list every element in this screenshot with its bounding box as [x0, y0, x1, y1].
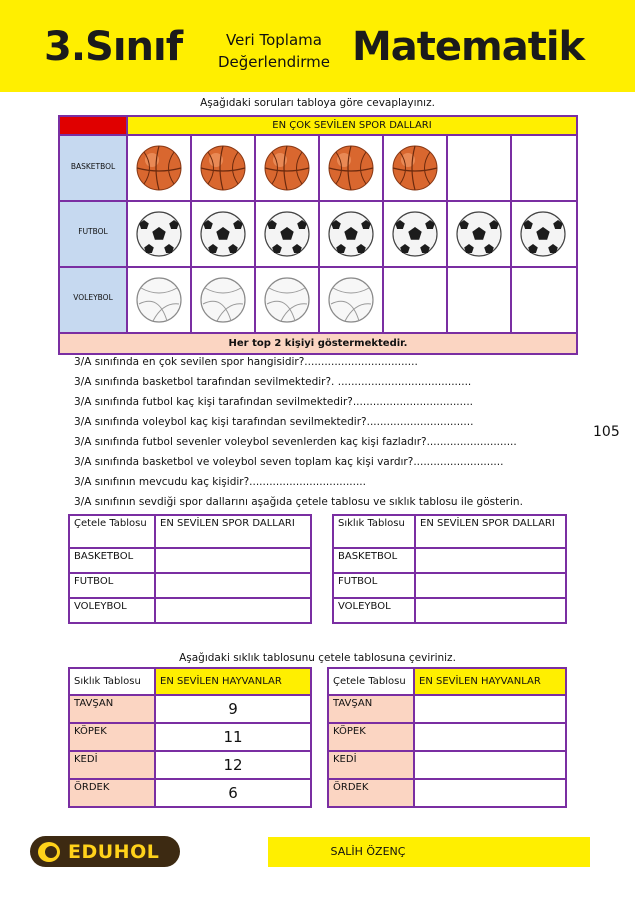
question-3: 3/A sınıfında futbol kaç kişi tarafından sevilmektedir?.................................... [74, 396, 473, 408]
answer-cell[interactable] [415, 573, 566, 598]
football-icon [457, 212, 501, 256]
table-row-label: KEDİ [328, 751, 414, 779]
value-cell: 9 [155, 695, 311, 723]
answer-cell[interactable] [414, 751, 566, 779]
ball-icons [58, 115, 578, 355]
football-icon [393, 212, 437, 256]
logo-text: EDUHOL [68, 841, 160, 863]
table-header: Çetele Tablosu [69, 515, 155, 548]
football-icon [201, 212, 245, 256]
question-8: 3/A sınıfının sevdiği spor dallarını aşağıda çetele tablosu ve sıklık tablosu ile gösterin. [74, 496, 523, 508]
table-row-label: ÖRDEK [328, 779, 414, 807]
subtitle-line1: Veri Toplama [226, 31, 322, 49]
table-row-label: BASKETBOL [69, 548, 155, 573]
logo-icon [36, 840, 62, 864]
basketball-icon [201, 146, 245, 190]
question-2: 3/A sınıfında basketbol tarafından sevilmektedir?. ........................................ [74, 376, 472, 388]
frequency-table-animals [68, 667, 312, 808]
table-row-label: ÖRDEK [69, 779, 155, 807]
value-cell: 12 [155, 751, 311, 779]
table-row-label: KÖPEK [328, 723, 414, 751]
page-number: 105 [593, 424, 620, 440]
row-label-football: FUTBOL [78, 227, 108, 236]
frequency-table-sports [332, 514, 567, 624]
answer-cell[interactable] [155, 573, 311, 598]
table-row-label: TAVŞAN [328, 695, 414, 723]
answer-cell[interactable] [155, 548, 311, 573]
table-row-label: KÖPEK [69, 723, 155, 751]
answer-cell[interactable] [415, 548, 566, 573]
table-row-label: VOLEYBOL [333, 598, 415, 623]
answer-cell[interactable] [414, 779, 566, 807]
table-row-label: VOLEYBOL [69, 598, 155, 623]
table-row-label: TAVŞAN [69, 695, 155, 723]
table-header: Sıklık Tablosu [69, 668, 155, 695]
table-title: EN SEVİLEN SPOR DALLARI [155, 515, 311, 548]
answer-cell[interactable] [155, 598, 311, 623]
answer-cell[interactable] [414, 723, 566, 751]
basketball-icon [329, 146, 373, 190]
question-6: 3/A sınıfında basketbol ve voleybol seven toplam kaç kişi vardır?........................... [74, 456, 504, 468]
instruction-2: Aşağıdaki sıklık tablosunu çetele tablosuna çeviriniz. [179, 652, 456, 664]
table-row-label: KEDİ [69, 751, 155, 779]
instruction-1: Aşağıdaki soruları tabloya göre cevaplayınız. [200, 97, 435, 109]
table-row-label: FUTBOL [333, 573, 415, 598]
value-cell: 6 [155, 779, 311, 807]
volleyball-icon [137, 278, 181, 322]
subtitle-line2: Değerlendirme [217, 53, 331, 71]
basketball-icon [137, 146, 181, 190]
table-header: Çetele Tablosu [328, 668, 414, 695]
answer-cell[interactable] [415, 598, 566, 623]
table-title: EN SEVİLEN SPOR DALLARI [415, 515, 566, 548]
football-icon [329, 212, 373, 256]
value-cell: 11 [155, 723, 311, 751]
answer-cell[interactable] [414, 695, 566, 723]
question-1: 3/A sınıfında en çok sevilen spor hangisidir?.................................. [74, 356, 418, 368]
subject-title: Matematik [352, 24, 585, 70]
volleyball-icon [265, 278, 309, 322]
volleyball-icon [201, 278, 245, 322]
football-icon [521, 212, 565, 256]
volleyball-icon [329, 278, 373, 322]
author-name: SALİH ÖZENÇ [330, 845, 406, 858]
tally-table-animals [327, 667, 567, 808]
table-header: Sıklık Tablosu [333, 515, 415, 548]
football-icon [137, 212, 181, 256]
grade-title: 3.Sınıf [44, 24, 183, 70]
question-5: 3/A sınıfında futbol sevenler voleybol sevenlerden kaç kişi fazladır?........................... [74, 436, 517, 448]
basketball-icon [393, 146, 437, 190]
basketball-icon [265, 146, 309, 190]
table-title: EN SEVİLEN HAYVANLAR [155, 668, 311, 695]
question-4: 3/A sınıfında voleybol kaç kişi tarafından sevilmektedir?................................ [74, 416, 474, 428]
table-row-label: BASKETBOL [333, 548, 415, 573]
table-row-label: FUTBOL [69, 573, 155, 598]
graph-title: EN ÇOK SEVİLEN SPOR DALLARI [128, 117, 576, 134]
football-icon [265, 212, 309, 256]
graph-key: Her top 2 kişiyi göstermektedir. [60, 334, 576, 353]
pictograph [58, 115, 578, 355]
tally-table-sports [68, 514, 312, 624]
row-label-volleyball: VOLEYBOL [73, 293, 113, 302]
question-7: 3/A sınıfının mevcudu kaç kişidir?................................... [74, 476, 366, 488]
table-title: EN SEVİLEN HAYVANLAR [414, 668, 566, 695]
row-label-basketball: BASKETBOL [70, 162, 116, 171]
